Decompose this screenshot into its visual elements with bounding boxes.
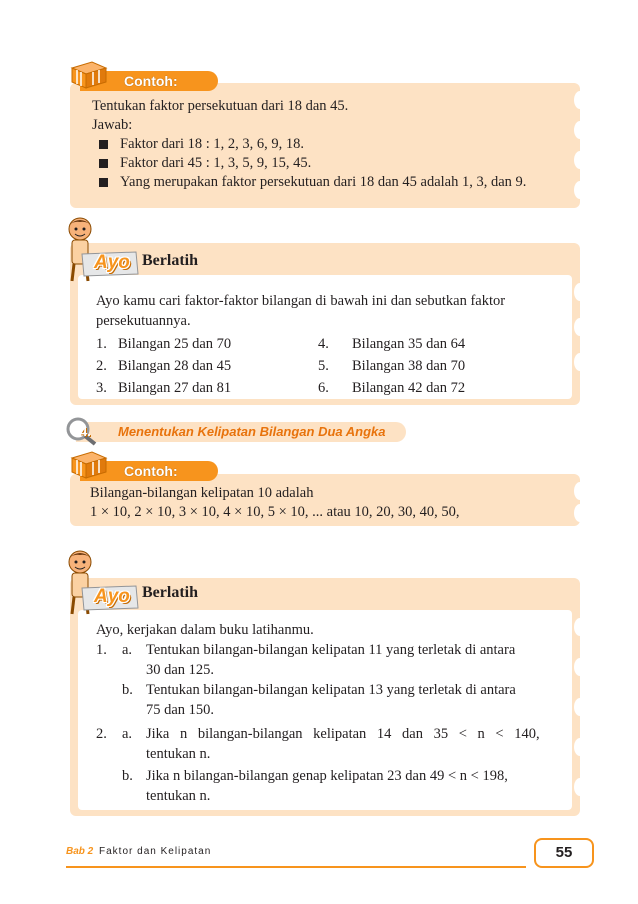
scallop <box>574 181 586 199</box>
example2-label: Contoh: <box>80 461 218 481</box>
scallop <box>574 151 586 169</box>
list-item: 6. Bilangan 42 dan 72 <box>318 380 466 396</box>
scallop <box>574 283 586 301</box>
practice2-instruction: Ayo, kerjakan dalam buku latihanmu. <box>96 622 314 638</box>
example2-box <box>70 474 580 526</box>
scallop <box>574 121 586 139</box>
page-number-box <box>534 838 594 868</box>
question-text: Jika n bilangan-bilangan genap kelipatan 23 dan 49 < n < 198, <box>146 768 508 784</box>
question-text: Tentukan bilangan-bilangan kelipatan 13 yang terletak di antara <box>146 682 516 698</box>
list-item: Yang merupakan faktor persekutuan dari 18 dan 45 adalah 1, 3, dan 9. <box>92 173 572 192</box>
question-label: a. <box>122 642 133 658</box>
scallop <box>574 353 586 371</box>
footer-divider <box>66 866 526 868</box>
question-label: a. <box>122 726 133 742</box>
scallop <box>574 618 586 636</box>
list-item: Faktor dari 45 : 1, 3, 5, 9, 15, 45. <box>92 154 572 173</box>
question-label: b. <box>122 768 133 784</box>
question-row <box>96 724 566 766</box>
practice2-box <box>70 578 580 816</box>
question-text: Tentukan bilangan-bilangan kelipatan 11 yang terletak di antara <box>146 642 516 658</box>
page-footer <box>66 838 596 868</box>
list-item: 3. Bilangan 27 dan 81 <box>96 380 232 396</box>
example1-box <box>70 83 580 208</box>
example1-answer-label: Jawab: <box>92 117 133 133</box>
question-row <box>96 640 566 680</box>
example1-bullets <box>92 135 572 192</box>
scallop <box>574 318 586 336</box>
list-item: 5. Bilangan 38 dan 70 <box>318 358 466 374</box>
scallop <box>574 698 586 716</box>
question-number: 2. <box>96 726 107 742</box>
question-text: 75 dan 150. <box>146 702 215 718</box>
question-text: tentukan n. <box>146 746 211 762</box>
question-text: tentukan n. <box>146 788 211 804</box>
list-item: 4. Bilangan 35 dan 64 <box>318 336 466 352</box>
section4-number: 4. <box>80 424 91 439</box>
cube-icon <box>66 60 110 90</box>
scallop <box>574 658 586 676</box>
example1-label: Contoh: <box>80 71 218 91</box>
question-text: 30 dan 125. <box>146 662 215 678</box>
practice1-tag: Ayo <box>94 252 130 273</box>
scallop <box>574 778 586 796</box>
practice1-title: Berlatih <box>142 252 198 269</box>
list-item: 1. Bilangan 25 dan 70 <box>96 336 232 352</box>
list-item: Faktor dari 18 : 1, 2, 3, 6, 9, 18. <box>92 135 572 154</box>
scallop <box>574 482 586 500</box>
question-row <box>96 766 566 806</box>
question-number: 1. <box>96 642 107 658</box>
practice2-title: Berlatih <box>142 584 198 601</box>
scallop <box>574 91 586 109</box>
question-text: Jika n bilangan-bilangan kelipatan 14 dan 35 < n < 140, <box>146 726 540 742</box>
example1-intro: Tentukan faktor persekutuan dari 18 dan 45. <box>92 98 349 114</box>
page-number: 55 <box>555 844 573 861</box>
cube-icon <box>66 450 110 480</box>
example2-line1: Bilangan-bilangan kelipatan 10 adalah <box>90 485 314 501</box>
question-label: b. <box>122 682 133 698</box>
scallop <box>574 504 586 522</box>
practice2-tag: Ayo <box>94 586 130 607</box>
footer-chapter: Bab 2 Faktor dan Kelipatan <box>66 846 212 857</box>
section4-title: Menentukan Kelipatan Bilangan Dua Angka <box>118 424 386 439</box>
list-item: 2. Bilangan 28 dan 45 <box>96 358 232 374</box>
scallop <box>574 738 586 756</box>
practice1-instruction: Ayo kamu cari faktor-faktor bilangan di bawah ini dan sebutkan faktor persekutuannya. <box>96 293 506 329</box>
example2-line2: 1 × 10, 2 × 10, 3 × 10, 4 × 10, 5 × 10, ... atau 10, 20, 30, 40, 50, <box>90 504 460 520</box>
question-row <box>96 680 566 724</box>
